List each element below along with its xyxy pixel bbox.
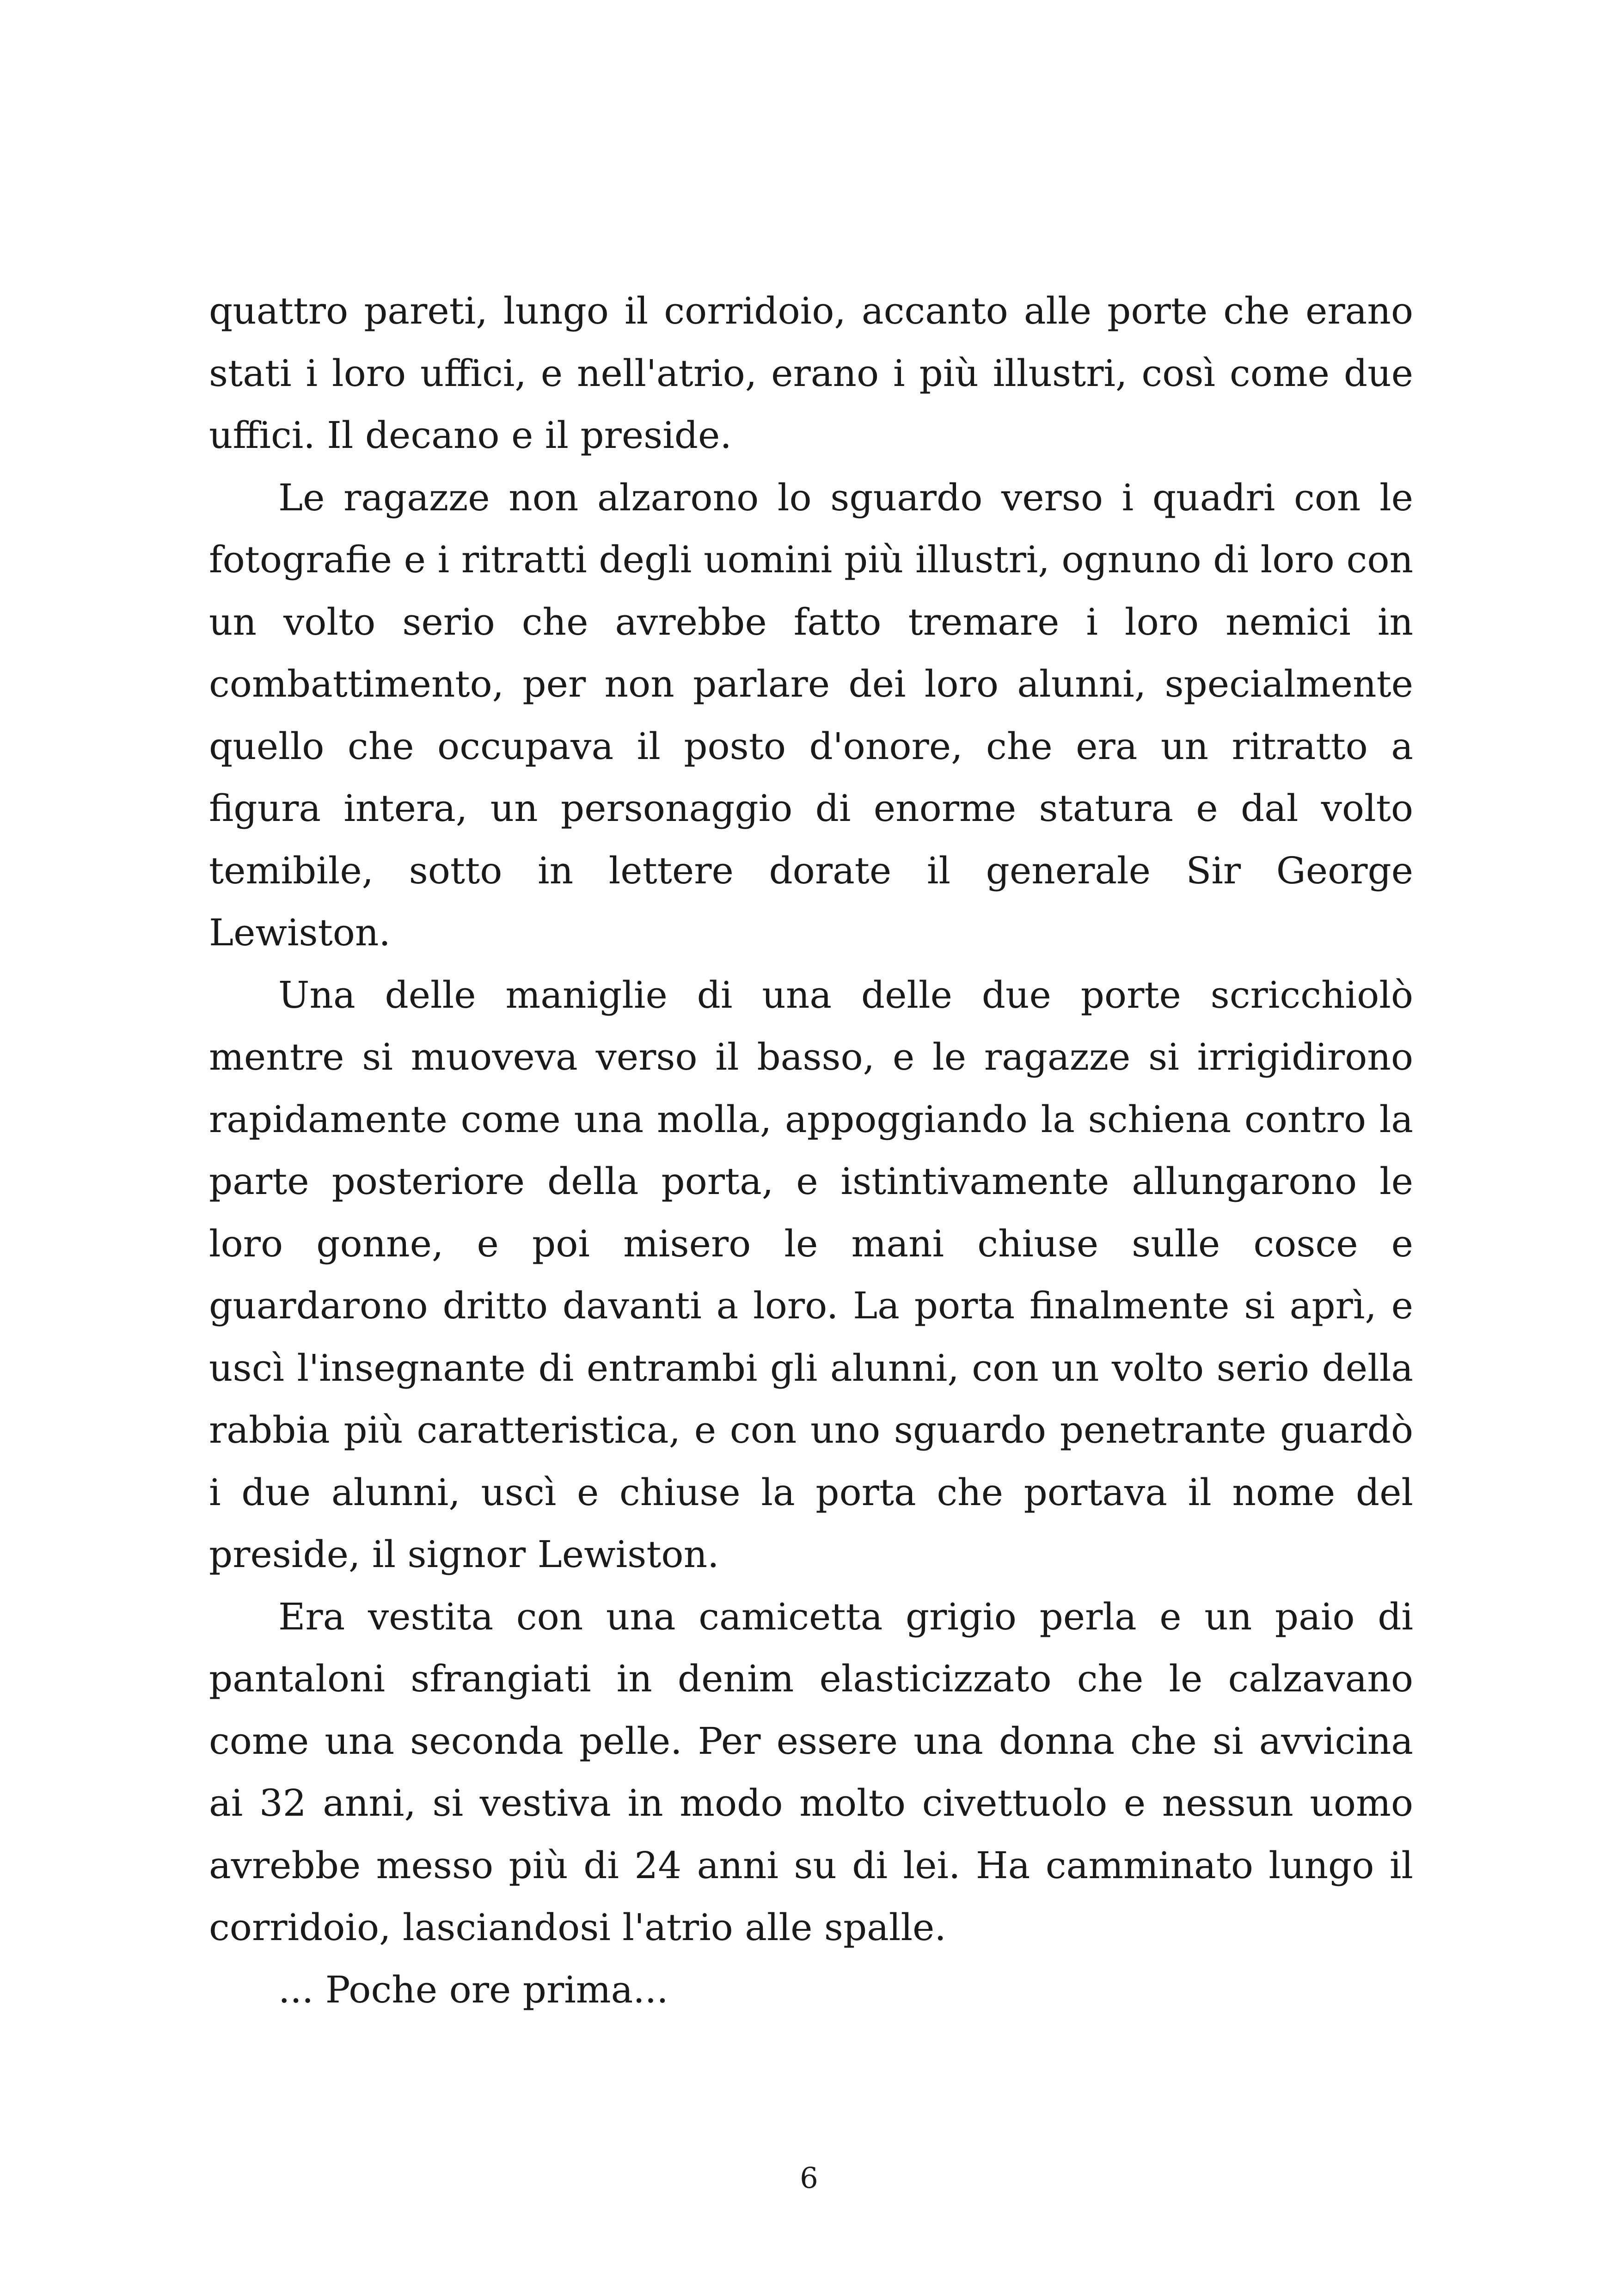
- paragraph-4: Era vestita con una camicetta grigio perla e un paio di pantaloni sfrangiati in denim elasticizzato che le calzavano come una seconda pelle. Per essere una donna che si avvicina ai 32 anni, si vestiva in modo molto civettuolo e nessun uomo avrebbe messo più di 24 anni su di lei. Ha camminato lungo il corridoio, lasciandosi l'atrio alle spalle.: [209, 1595, 1413, 1949]
- page-number: 6: [800, 2161, 818, 2195]
- paragraph-2: Le ragazze non alzarono lo sguardo verso i quadri con le fotografie e i ritratti degli uomini più illustri, ognuno di loro con un volto serio che avrebbe fatto tremare i loro nemici in combattimento, per non parlare dei loro alunni, specialmente quello che occupava il posto d'onore, che era un ritratto a figura intera, un personaggio di enorme statura e dal volto temibile, sotto in lettere dorate il generale Sir George Lewiston.: [209, 476, 1413, 954]
- paragraph-5: ... Poche ore prima...: [278, 1968, 668, 2011]
- body-text: [209, 280, 1413, 2021]
- paragraph-3: Una delle maniglie di una delle due porte scricchiolò mentre si muoveva verso il basso, e le ragazze si irrigidirono rapidamente come una molla, appoggiando la schiena contro la parte posteriore della porta, e istintivamente allungarono le loro gonne, e poi misero le mani chiuse sulle cosce e guardarono dritto davanti a loro. La porta finalmente si aprì, e uscì l'insegnante di entrambi gli alunni, con un volto serio della rabbia più caratteristica, e con uno sguardo penetrante guardò i due alunni, uscì e chiuse la porta che portava il nome del preside, il signor Lewiston.: [209, 973, 1413, 1576]
- paragraph-1: quattro pareti, lungo il corridoio, accanto alle porte che erano stati i loro uffici, e nell'atrio, erano i più illustri, così come due uffici. Il decano e il preside.: [209, 289, 1413, 457]
